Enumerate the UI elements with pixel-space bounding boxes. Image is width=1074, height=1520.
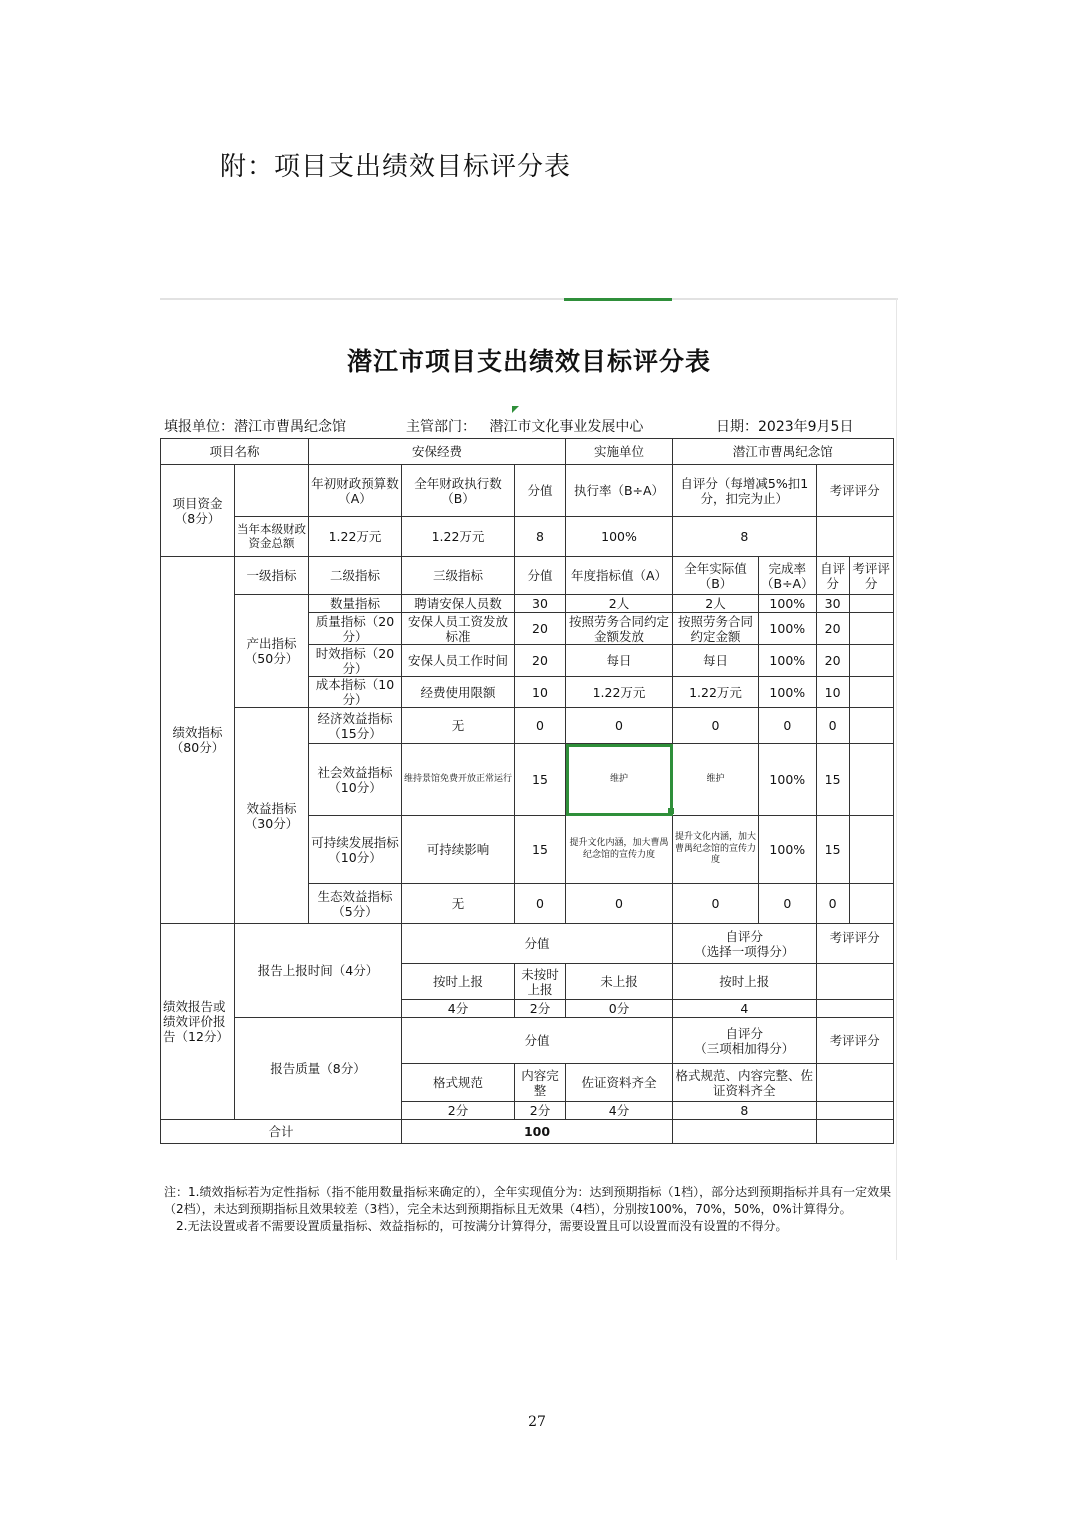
cell[interactable]: 自评分 — [816, 557, 849, 595]
cell[interactable] — [816, 1000, 893, 1018]
cell[interactable]: 无 — [402, 884, 515, 924]
cell[interactable]: 2分 — [515, 1102, 566, 1120]
cell[interactable]: 15 — [515, 816, 566, 884]
reporting-unit: 填报单位：潜江市曹禺纪念馆 — [164, 419, 346, 435]
cell[interactable] — [673, 1120, 817, 1144]
cell[interactable]: 30 — [515, 595, 566, 613]
cell[interactable]: 报告上报时间（4分） — [235, 924, 402, 1018]
cell[interactable]: 自评分（每增减5%扣1分，扣完为止） — [673, 465, 817, 517]
table-row — [161, 517, 894, 557]
cell[interactable]: 30 — [816, 595, 849, 613]
cell[interactable] — [849, 708, 893, 744]
cell[interactable]: 1.22万元 — [402, 517, 515, 557]
cell[interactable] — [816, 517, 893, 557]
supervising-dept: 主管部门： 潜江市文化事业发展中心 — [406, 419, 644, 435]
cell[interactable]: 分值 — [402, 1018, 673, 1064]
cell[interactable] — [816, 1064, 893, 1102]
cell[interactable] — [849, 613, 893, 645]
cell[interactable]: 4分 — [566, 1102, 673, 1120]
cell[interactable]: 4 — [673, 1000, 817, 1018]
cell[interactable]: 0 — [515, 884, 566, 924]
cell[interactable]: 自评分 （三项相加得分） — [673, 1018, 817, 1064]
cell[interactable]: 执行率（B÷A） — [566, 465, 673, 517]
cell[interactable]: 20 — [515, 645, 566, 677]
cell[interactable] — [849, 595, 893, 613]
page-number: 27 — [528, 1414, 546, 1430]
table-row — [161, 924, 894, 964]
cell[interactable]: 质量指标（20分） — [309, 613, 402, 645]
cell[interactable]: 可持续发展指标（10分） — [309, 816, 402, 884]
cell[interactable]: 项目名称 — [161, 439, 309, 465]
cell[interactable]: 20 — [515, 613, 566, 645]
cell[interactable] — [849, 677, 893, 708]
cell[interactable]: 每日 — [673, 645, 759, 677]
cell[interactable]: 安保人员工资发放标准 — [402, 613, 515, 645]
page-heading: 附：项目支出绩效目标评分表 — [220, 152, 572, 182]
cell[interactable]: 20 — [816, 613, 849, 645]
cell[interactable]: 内容完整 — [515, 1064, 566, 1102]
cell[interactable]: 0分 — [566, 1000, 673, 1018]
score-table — [160, 438, 894, 1144]
cell[interactable]: 0 — [566, 884, 673, 924]
cell[interactable]: 10 — [515, 677, 566, 708]
cell[interactable]: 安保人员工作时间 — [402, 645, 515, 677]
cell[interactable]: 格式规范、内容完整、佐证资料齐全 — [673, 1064, 817, 1102]
cell[interactable]: 数量指标 — [309, 595, 402, 613]
cell[interactable]: 2分 — [402, 1102, 515, 1120]
cell[interactable]: 时效指标（20分） — [309, 645, 402, 677]
cell[interactable]: 维护 — [673, 744, 759, 816]
cell[interactable] — [816, 1120, 893, 1144]
cell[interactable]: 1.22万元 — [673, 677, 759, 708]
table-row — [161, 708, 894, 744]
cell[interactable]: 考评评分 — [816, 1018, 893, 1064]
total-value[interactable]: 100 — [402, 1120, 673, 1144]
cell[interactable]: 绩效指标 （80分） — [161, 557, 235, 924]
cell[interactable]: 考评评分 — [816, 924, 893, 964]
cell[interactable]: 三级指标 — [402, 557, 515, 595]
cell[interactable]: 格式规范 — [402, 1064, 515, 1102]
cell[interactable]: 社会效益指标（10分） — [309, 744, 402, 816]
cell[interactable]: 0 — [816, 708, 849, 744]
cell[interactable]: 按时上报 — [402, 964, 515, 1000]
cell[interactable]: 报告质量（8分） — [235, 1018, 402, 1120]
cell[interactable]: 8 — [515, 517, 566, 557]
cell[interactable]: 10 — [816, 677, 849, 708]
cell[interactable]: 0 — [673, 884, 759, 924]
score-sheet — [160, 298, 898, 1260]
cell[interactable]: 2分 — [515, 1000, 566, 1018]
cell[interactable]: 8 — [673, 517, 817, 557]
cell[interactable]: 分值 — [515, 465, 566, 517]
cell[interactable]: 0 — [566, 708, 673, 744]
cell[interactable]: 维持景馆免费开放正常运行 — [402, 744, 515, 816]
cell[interactable]: 经济效益指标（15分） — [309, 708, 402, 744]
cell[interactable]: 可持续影响 — [402, 816, 515, 884]
table-notes — [164, 1184, 896, 1235]
cell[interactable]: 潜江市曹禺纪念馆 — [673, 439, 894, 465]
cell[interactable]: 项目资金 （8分） — [161, 465, 235, 557]
cell-comment-marker — [512, 406, 519, 413]
cell[interactable] — [816, 1102, 893, 1120]
cell[interactable]: 一级指标 — [235, 557, 309, 595]
cell[interactable]: 0 — [759, 708, 817, 744]
cell[interactable]: 自评分 （选择一项得分） — [673, 924, 817, 964]
cell[interactable]: 年初财政预算数（A） — [309, 465, 402, 517]
cell[interactable]: 未上报 — [566, 964, 673, 1000]
cell[interactable]: 聘请安保人员数 — [402, 595, 515, 613]
cell[interactable]: 提升文化内涵，加大曹禺纪念馆的宣传力度 — [566, 816, 673, 884]
cell[interactable]: 100% — [759, 677, 817, 708]
cell[interactable]: 1.22万元 — [566, 677, 673, 708]
cell[interactable]: 无 — [402, 708, 515, 744]
selected-cell[interactable]: 维护 — [566, 744, 673, 816]
cell[interactable]: 分值 — [515, 557, 566, 595]
cell[interactable] — [849, 884, 893, 924]
cell[interactable]: 2人 — [673, 595, 759, 613]
cell[interactable]: 分值 — [402, 924, 673, 964]
table-row — [161, 595, 894, 613]
cell[interactable]: 4分 — [402, 1000, 515, 1018]
cell[interactable]: 1.22万元 — [309, 517, 402, 557]
cell[interactable]: 2人 — [566, 595, 673, 613]
cell[interactable]: 15 — [816, 744, 849, 816]
cell[interactable]: 效益指标 （30分） — [235, 708, 309, 924]
cell[interactable]: 0 — [816, 884, 849, 924]
cell[interactable]: 8 — [673, 1102, 817, 1120]
cell[interactable] — [235, 465, 309, 517]
cell[interactable] — [849, 744, 893, 816]
cell[interactable]: 100% — [566, 517, 673, 557]
cell[interactable]: 成本指标（10分） — [309, 677, 402, 708]
table-row — [161, 439, 894, 465]
cell[interactable]: 100% — [759, 816, 817, 884]
cell[interactable]: 100% — [759, 645, 817, 677]
cell[interactable]: 20 — [816, 645, 849, 677]
cell[interactable]: 生态效益指标（5分） — [309, 884, 402, 924]
cell[interactable]: 绩效报告或绩效评价报告（12分） — [161, 924, 235, 1120]
cell[interactable]: 完成率（B÷A） — [759, 557, 817, 595]
cell[interactable]: 产出指标 （50分） — [235, 595, 309, 708]
cell[interactable]: 100% — [759, 613, 817, 645]
table-row — [161, 1018, 894, 1064]
cell[interactable]: 每日 — [566, 645, 673, 677]
table-row — [161, 557, 894, 595]
cell[interactable]: 考评评分 — [816, 465, 893, 517]
cell[interactable]: 0 — [759, 884, 817, 924]
cell[interactable] — [849, 816, 893, 884]
cell[interactable]: 提升文化内涵，加大曹禺纪念馆的宣传力度 — [673, 816, 759, 884]
report-date: 日期：2023年9月5日 — [716, 419, 854, 435]
note-1: 注：1.绩效指标若为定性指标（指不能用数量指标来确定的），全年实现值分为：达到预期指标（1档），部分达到预期指标并具有一定效果（2档），未达到预期指标且效果较差（3档），完全未达到预期指标且无效果（4档），分别按100%，70%，50%，0%计算得分。 — [164, 1185, 892, 1216]
cell[interactable]: 15 — [515, 744, 566, 816]
cell[interactable]: 0 — [673, 708, 759, 744]
sheet-right-border — [896, 298, 897, 1260]
active-tab-indicator — [564, 298, 672, 301]
cell[interactable]: 未按时上报 — [515, 964, 566, 1000]
cell[interactable]: 按照劳务合同约定金额发放 — [566, 613, 673, 645]
cell[interactable] — [816, 964, 893, 1000]
total-label[interactable]: 合计 — [161, 1120, 402, 1144]
cell[interactable]: 100% — [759, 595, 817, 613]
cell[interactable]: 按时上报 — [673, 964, 817, 1000]
sheet-top-border — [160, 298, 898, 300]
cell[interactable]: 当年本级财政资金总额 — [235, 517, 309, 557]
cell[interactable]: 全年实际值（B） — [673, 557, 759, 595]
cell[interactable]: 经费使用限额 — [402, 677, 515, 708]
cell[interactable] — [849, 645, 893, 677]
cell[interactable]: 考评评分 — [849, 557, 893, 595]
table-row — [161, 465, 894, 517]
cell[interactable]: 佐证资料齐全 — [566, 1064, 673, 1102]
cell[interactable]: 100% — [759, 744, 817, 816]
selection-handle[interactable] — [668, 808, 674, 814]
table-row — [161, 1120, 894, 1144]
cell[interactable]: 实施单位 — [566, 439, 673, 465]
table-title: 潜江市项目支出绩效目标评分表 — [346, 347, 711, 376]
cell[interactable]: 全年财政执行数（B） — [402, 465, 515, 517]
cell[interactable]: 年度指标值（A） — [566, 557, 673, 595]
cell[interactable]: 二级指标 — [309, 557, 402, 595]
cell[interactable]: 按照劳务合同约定金额 — [673, 613, 759, 645]
cell[interactable]: 0 — [515, 708, 566, 744]
cell[interactable]: 安保经费 — [309, 439, 566, 465]
note-2: 2.无法设置或者不需要设置质量指标、效益指标的，可按满分计算得分，需要设置且可以设置而没有设置的不得分。 — [176, 1219, 788, 1233]
cell[interactable]: 15 — [816, 816, 849, 884]
